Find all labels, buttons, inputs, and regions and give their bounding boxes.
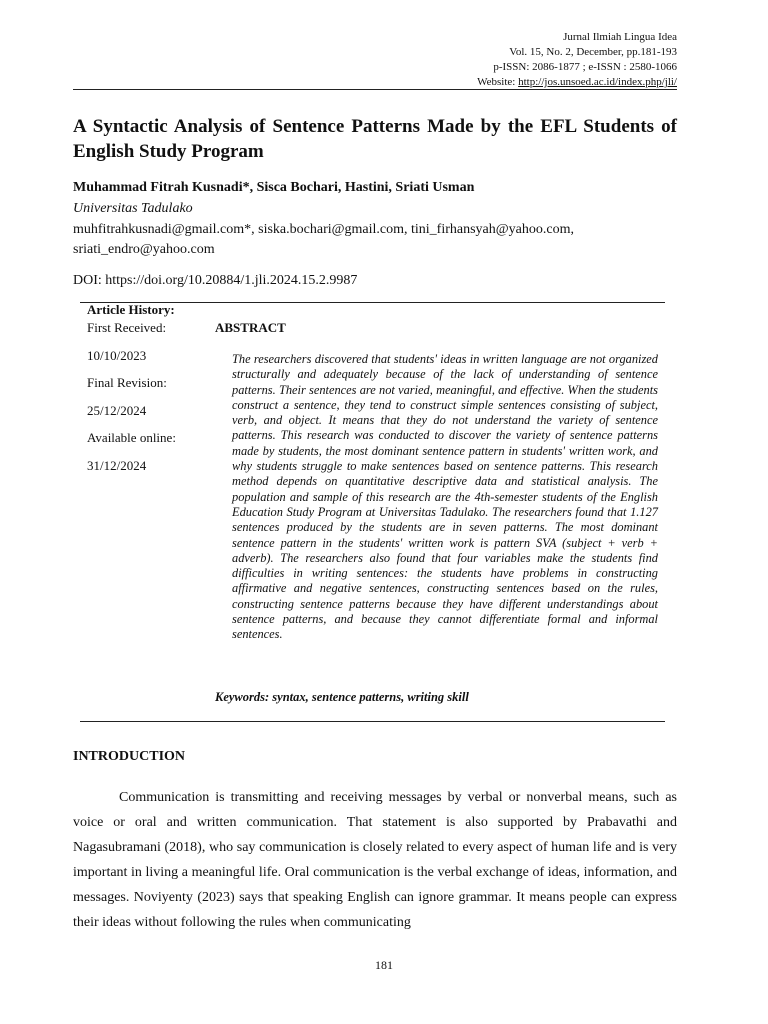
header-divider [73, 89, 677, 90]
affiliation: Universitas Tadulako [73, 201, 193, 216]
website-link[interactable]: http://jos.unsoed.ac.id/index.php/jli/ [518, 76, 677, 88]
page-number: 181 [375, 958, 393, 972]
website-line [277, 75, 677, 90]
article-history [87, 302, 207, 473]
first-received-date: 10/10/2023 [87, 348, 147, 363]
abstract-heading: ABSTRACT [215, 320, 286, 335]
journal-header [277, 30, 677, 90]
available-online-label: Available online: [87, 430, 176, 445]
first-received-label: First Received: [87, 320, 167, 335]
volume-info: Vol. 15, No. 2, December, pp.181-193 [509, 46, 677, 58]
available-online-date: 31/12/2024 [87, 458, 147, 473]
introduction-paragraph: Communication is transmitting and receiving messages by verbal or nonverbal means, such as voice or oral and written communication. That statement is also supported by Prabavathi and Nagasubramani (2018), who say communication is closely related to every aspect of human life and is very important in living a meaningful life. Oral communication is the verbal exchange of ideas, information, and messages. Noviyenty (2023) says that speaking English can ignore grammar. It means people can express their ideas without following the rules when communicating [73, 790, 677, 930]
journal-name: Jurnal Ilmiah Lingua Idea [563, 31, 677, 43]
final-revision-label: Final Revision: [87, 375, 167, 390]
keywords: Keywords: syntax, sentence patterns, writing skill [215, 690, 469, 704]
abstract-box-bottom-divider [80, 721, 665, 722]
doi-link[interactable]: DOI: https://doi.org/10.20884/1.jli.2024.15.2.9987 [73, 273, 358, 288]
article-history-title: Article History: [87, 302, 175, 317]
paper-title: A Syntactic Analysis of Sentence Patterns Made by the EFL Students of English Study Program [73, 116, 677, 162]
website-label: Website: [477, 76, 519, 88]
abstract-text: The researchers discovered that students' ideas in written language are not organized structurally and adequately because of the lack of understanding of sentence patterns. Their sentences are not varied, meaningful, and effective. When the students construct a sentence, they tend to construct simple sentences consisting of subject, verb, and object. It means that they do not understand the variety of sentence patterns. This research was conducted to discover the variety of sentence patterns made by students, the most dominant sentence pattern in students' written work, and why students struggle to make sentences based on sentence patterns. This research method depends on quantitative descriptive data and statistical analysis. The population and sample of this research are the 4th-semester students of the English Education Study Program at Universitas Tadulako. The researchers found that 1.127 sentences produced by the students are in seven patterns. The most dominant sentence pattern in the students' written work is pattern SVA (subject + verb + adverb). The researchers also found that four variables make the students find difficulties in writing sentences: the students have problems in constructing affirmative and negative sentences, constructing sentences based on the rules, constructing sentence patterns because they have different understandings about sentence patterns, and because they cannot differentiate formal and informal sentences. [232, 352, 658, 642]
introduction-heading: INTRODUCTION [73, 749, 186, 764]
final-revision-date: 25/12/2024 [87, 403, 147, 418]
author-list: Muhammad Fitrah Kusnadi*, Sisca Bochari, Hastini, Sriati Usman [73, 180, 475, 195]
author-emails: muhfitrahkusnadi@gmail.com*, siska.bochari@gmail.com, tini_firhansyah@yahoo.com, sriati_endro@yahoo.com [73, 222, 574, 257]
issn-info: p-ISSN: 2086-1877 ; e-ISSN : 2580-1066 [493, 61, 677, 73]
